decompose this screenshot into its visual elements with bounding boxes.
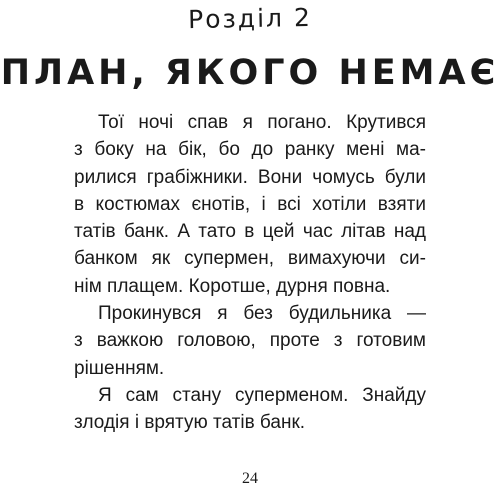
chapter-title: ПЛАН, ЯКОГО НЕМАЄ [0, 53, 500, 93]
paragraph-2-line-1: Прокинувся я без будильника — [98, 303, 426, 325]
paragraph-1-line-6: банком як супермен, вимахуючи си- [74, 248, 426, 270]
chapter-label: Розділ 2 [187, 2, 313, 35]
paragraph-1-line-7: нім плащем. Коротше, дурня повна. [74, 275, 391, 297]
paragraph-1-line-2: з боку на бік, бо до ранку мені ма- [74, 139, 426, 161]
page-number: 24 [242, 470, 258, 487]
paragraph-2-line-3: рішенням. [74, 357, 165, 379]
body-text [74, 109, 426, 437]
paragraph-1-line-3: рилися грабіжники. Вони чомусь були [74, 166, 426, 188]
paragraph-2-line-2: з важкою головою, проте з готовим [74, 330, 426, 352]
paragraph-3-line-1: Я сам стану суперменом. Знайду [98, 384, 426, 406]
paragraph-1-line-4: в костюмах єнотів, і всі хотіли взяти [74, 193, 426, 215]
paragraph-1-line-5: татів банк. А тато в цей час літав над [74, 221, 426, 243]
paragraph-3-line-2: злодія і врятую татів банк. [74, 412, 306, 434]
paragraph-1-line-1: Тої ночі спав я погано. Крутився [98, 112, 426, 133]
